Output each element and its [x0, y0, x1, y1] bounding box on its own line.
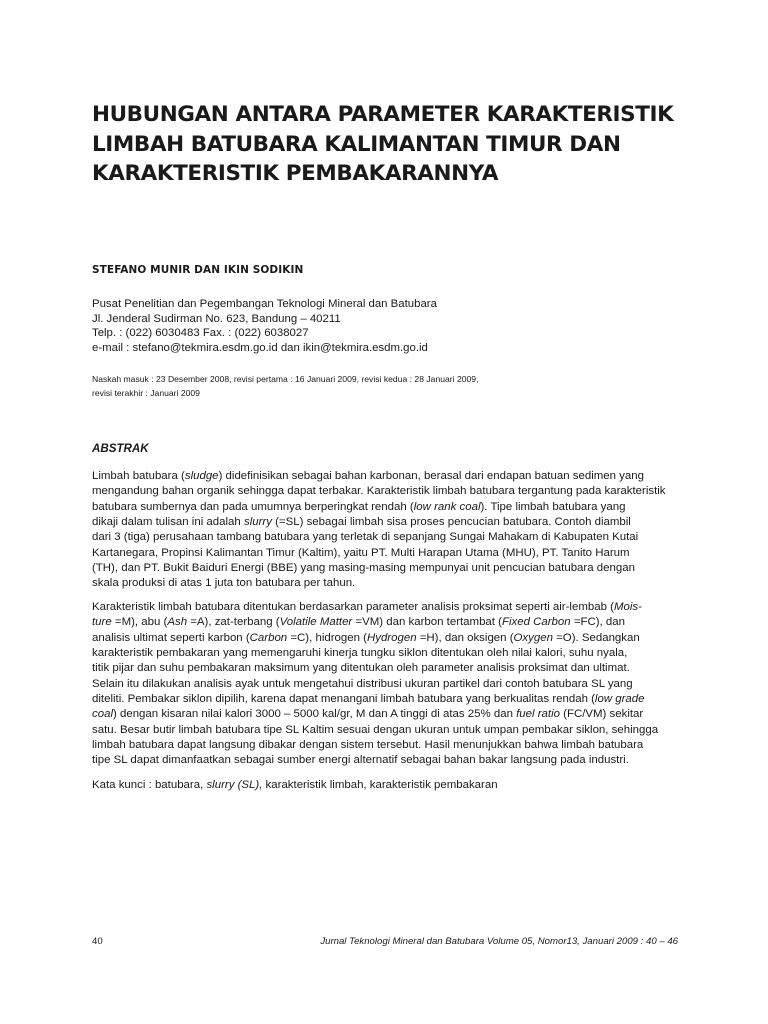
- abstract-line: limbah batubara dapat langsung dibakar dengan sistem tersebut. Hasil menunjukkan bahwa limbah batubara: [92, 739, 644, 752]
- journal-citation: Jurnal Teknologi Mineral dan Batubara Volume 05, Nomor13, Januari 2009 : 40 – 46: [320, 936, 678, 947]
- abstract-line: tipe SL dapat dimanfaatkan sebagai sumber energi alternatif sebagai bahan bakar langsung pada industri.: [92, 754, 629, 767]
- abstract-line: (TH), dan PT. Bukit Baiduri Energi (BBE) yang masing-masing mempunyai unit pencucian batubara dengan: [92, 562, 635, 575]
- affiliation-phone: Telp. : (022) 6030483 Fax. : (022) 6038027: [92, 327, 309, 339]
- abstract-line: Kartanegara, Propinsi Kalimantan Timur (Kaltim), yaitu PT. Multi Harapan Utama (MHU), PT. Tanito Harum: [92, 546, 630, 559]
- abstract-line: karakteristik pembakaran yang memengaruhi kinerja tungku siklon ditentukan oleh nilai kalori, suhu nyala,: [92, 647, 628, 660]
- abstract-line: mengandung bahan organik sehingga dapat terbakar. Karakteristik limbah batubara tergantung pada karakteristik: [92, 485, 666, 498]
- abstract-line: titik pijar dan suhu pembakaran maksimum yang ditentukan oleh parameter analisis proksimat dan ultimat.: [92, 662, 630, 675]
- abstract-line: analisis ultimat seperti karbon (Carbon =C), hidrogen (Hydrogen =H), dan oksigen (Oxygen =O). Sedangkan: [92, 631, 640, 644]
- abstract-line: skala produksi di atas 1 juta ton batubara per tahun.: [92, 577, 356, 590]
- abstract-line: satu. Besar butir limbah batubara tipe SL Kaltim sesuai dengan ukuran untuk umpan pembakar siklon, sehingga: [92, 723, 659, 736]
- dates-line: Naskah masuk : 23 Desember 2008, revisi pertama : 16 Januari 2009, revisi kedua : 28 Januari 2009,: [92, 374, 479, 384]
- affiliation-institution: Pusat Penelitian dan Pegembangan Teknologi Mineral dan Batubara: [92, 298, 437, 310]
- abstract-line: Karakteristik limbah batubara ditentukan berdasarkan parameter analisis proksimat seperti air-lembab (Mois-: [92, 601, 642, 613]
- abstract-line: ture =M), abu (Ash =A), zat-terbang (Volatile Matter =VM) dan karbon tertambat (Fixed Carbon =FC), dan: [92, 616, 625, 629]
- abstract-line: coal) dengan kisaran nilai kalori 3000 – 5000 kal/gr, M dan A tinggi di atas 25% dan fuel ratio (FC/VM) sekitar: [92, 708, 644, 721]
- abstract-line: batubara sumbernya dan pada umumnya berperingkat rendah (low rank coal). Tipe limbah batubara yang: [92, 500, 626, 513]
- affiliation: [92, 297, 652, 355]
- title-line: KARAKTERISTIK PEMBAKARANNYA: [92, 161, 499, 186]
- abstract-line: Selain itu dilakukan analisis ayak untuk mengetahui distribusi ukuran partikel dari contoh batubara SL yang: [92, 677, 633, 690]
- abstract-line: dikaji dalam tulisan ini adalah slurry (=SL) sebagai limbah sisa proses pencucian batubara. Contoh diambil: [92, 516, 631, 529]
- title-line: HUBUNGAN ANTARA PARAMETER KARAKTERISTIK: [92, 102, 674, 127]
- affiliation-address: Jl. Jenderal Sudirman No. 623, Bandung – 40211: [92, 312, 341, 325]
- abstract-line: diteliti. Pembakar siklon dipilih, karena dapat menangani limbah batubara yang berkualitas rendah (low grade: [92, 693, 645, 706]
- submission-dates: [92, 372, 672, 400]
- abstract-heading: ABSTRAK: [92, 442, 149, 455]
- dates-line: revisi terakhir : Januari 2009: [92, 388, 200, 398]
- abstract-line: Limbah batubara (sludge) didefinisikan sebagai bahan karbonan, berasal dari endapan batuan sedimen yang: [92, 470, 644, 482]
- title-line: LIMBAH BATUBARA KALIMANTAN TIMUR DAN: [92, 131, 621, 157]
- keywords-line: Kata kunci : batubara, slurry (SL), karakteristik limbah, karakteristik pembakaran: [92, 779, 498, 791]
- keywords: [92, 778, 678, 793]
- affiliation-email: e-mail : stefano@tekmira.esdm.go.id dan ikin@tekmira.esdm.go.id: [92, 341, 428, 354]
- abstract-line: dari 3 (tiga) perusahaan tambang batubara yang terletak di sepanjang Sungai Mahakam di Kabupaten Kutai: [92, 531, 639, 544]
- abstract-paragraph-1: [92, 469, 678, 592]
- authors: STEFANO MUNIR DAN IKIN SODIKIN: [92, 264, 304, 276]
- paper-title: [92, 100, 692, 189]
- page-number: 40: [92, 936, 103, 947]
- abstract-paragraph-2: [92, 600, 678, 769]
